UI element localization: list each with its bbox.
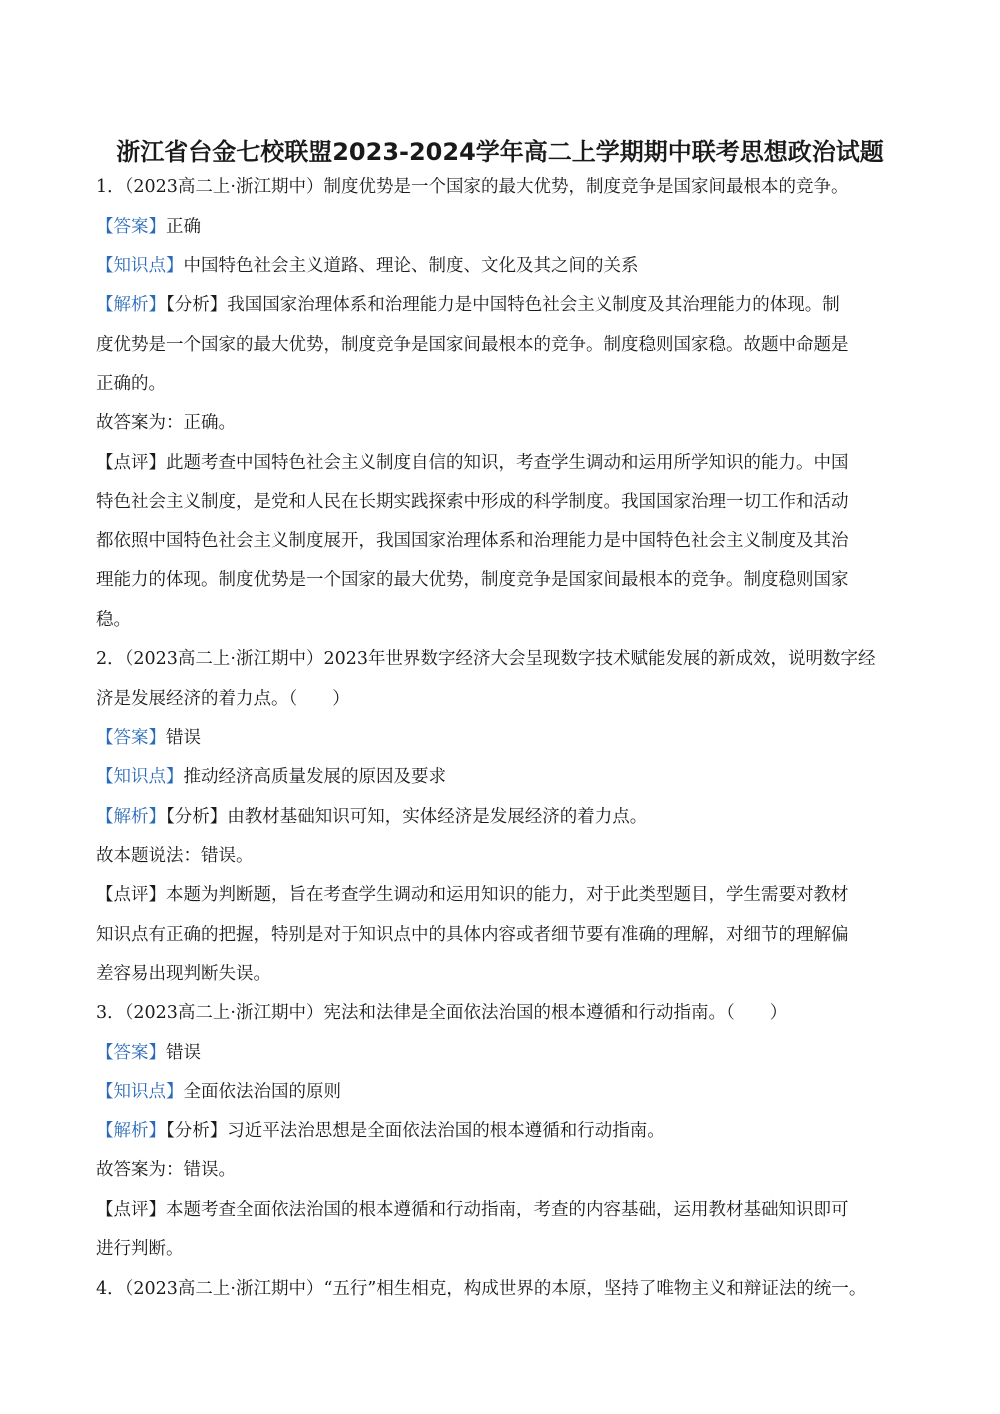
question-3-analysis-line	[96, 1118, 916, 1144]
question-2-conclusion: 故本题说法：错误。	[96, 846, 254, 866]
knowledge-label: 【知识点】	[96, 1082, 184, 1102]
knowledge-label: 【知识点】	[96, 767, 184, 787]
question-3-comment-line: 进行判断。	[96, 1239, 184, 1259]
comment-label: 【点评】	[96, 885, 166, 905]
analysis-sub-label: 【分析】	[166, 295, 228, 315]
answer-value: 错误	[166, 728, 201, 748]
question-2-analysis-line	[96, 804, 916, 830]
question-1-conclusion: 故答案为：正确。	[96, 413, 236, 433]
answer-value: 正确	[166, 217, 201, 237]
comment-label: 【点评】	[96, 1200, 166, 1220]
question-3-stem: 3．（2023高二上·浙江期中）宪法和法律是全面依法治国的根本遵循和行动指南。（ ）	[96, 1003, 788, 1023]
question-2-comment-line: 差容易出现判断失误。	[96, 964, 271, 984]
question-2-stem: 2．（2023高二上·浙江期中）2023年世界数字经济大会呈现数字技术赋能发展的新成效，说明数字经	[96, 649, 876, 669]
question-1-comment-line: 理能力的体现。制度优势是一个国家的最大优势，制度竞争是国家间最根本的竞争。制度稳则国家	[96, 570, 849, 590]
analysis-label: 【解析】	[96, 295, 166, 315]
comment-text: 本题为判断题，旨在考查学生调动和运用知识的能力，对于此类型题目，学生需要对教材	[166, 885, 849, 905]
question-1-stem: 1．（2023高二上·浙江期中）制度优势是一个国家的最大优势，制度竞争是国家间最根本的竞争。	[96, 177, 849, 197]
question-1-knowledge	[96, 253, 916, 279]
page-title: 浙江省台金七校联盟2023-2024学年高二上学期期中联考思想政治试题	[116, 138, 884, 166]
question-4-stem: 4．（2023高二上·浙江期中）“五行”相生相克，构成世界的本原，坚持了唯物主义和辩证法的统一。	[96, 1279, 867, 1299]
comment-text: 此题考查中国特色社会主义制度自信的知识，考查学生调动和运用所学知识的能力。中国	[166, 453, 849, 473]
question-2-comment-line	[96, 882, 916, 908]
analysis-text: 习近平法治思想是全面依法治国的根本遵循和行动指南。	[227, 1121, 665, 1141]
analysis-label: 【解析】	[96, 1121, 166, 1141]
comment-label: 【点评】	[96, 453, 166, 473]
question-1-comment-line	[96, 450, 916, 476]
question-1-analysis-line: 度优势是一个国家的最大优势，制度竞争是国家间最根本的竞争。制度稳则国家稳。故题中命题是	[96, 335, 849, 355]
question-2-knowledge	[96, 764, 916, 790]
comment-text: 本题考查全面依法治国的根本遵循和行动指南，考查的内容基础，运用教材基础知识即可	[166, 1200, 849, 1220]
analysis-sub-label: 【分析】	[166, 1121, 228, 1141]
question-1-answer	[96, 214, 916, 240]
analysis-text: 由教材基础知识可知，实体经济是发展经济的着力点。	[227, 807, 648, 827]
question-2-stem: 济是发展经济的着力点。（ ）	[96, 689, 350, 709]
knowledge-value: 全面依法治国的原则	[183, 1082, 341, 1102]
question-2-comment-line: 知识点有正确的把握，特别是对于知识点中的具体内容或者细节要有准确的理解，对细节的理解偏	[96, 925, 849, 945]
answer-value: 错误	[166, 1043, 201, 1063]
question-1-comment-line: 特色社会主义制度，是党和人民在长期实践探索中形成的科学制度。我国国家治理一切工作和活动	[96, 492, 849, 512]
question-3-conclusion: 故答案为：错误。	[96, 1160, 236, 1180]
question-3-knowledge	[96, 1079, 916, 1105]
question-3-answer	[96, 1040, 916, 1066]
question-3-comment-line	[96, 1197, 916, 1223]
knowledge-label: 【知识点】	[96, 256, 184, 276]
answer-label: 【答案】	[96, 1043, 166, 1063]
knowledge-value: 推动经济高质量发展的原因及要求	[183, 767, 446, 787]
analysis-sub-label: 【分析】	[166, 807, 228, 827]
question-1-analysis-line: 正确的。	[96, 374, 166, 394]
answer-label: 【答案】	[96, 217, 166, 237]
question-2-answer	[96, 725, 916, 751]
analysis-label: 【解析】	[96, 807, 166, 827]
question-1-analysis-line	[96, 292, 916, 318]
question-1-comment-line: 都依照中国特色社会主义制度展开，我国国家治理体系和治理能力是中国特色社会主义制度及其治	[96, 531, 849, 551]
answer-label: 【答案】	[96, 728, 166, 748]
analysis-text: 我国国家治理体系和治理能力是中国特色社会主义制度及其治理能力的体现。制	[227, 295, 840, 315]
question-1-comment-line: 稳。	[96, 610, 131, 630]
knowledge-value: 中国特色社会主义道路、理论、制度、文化及其之间的关系	[183, 256, 639, 276]
